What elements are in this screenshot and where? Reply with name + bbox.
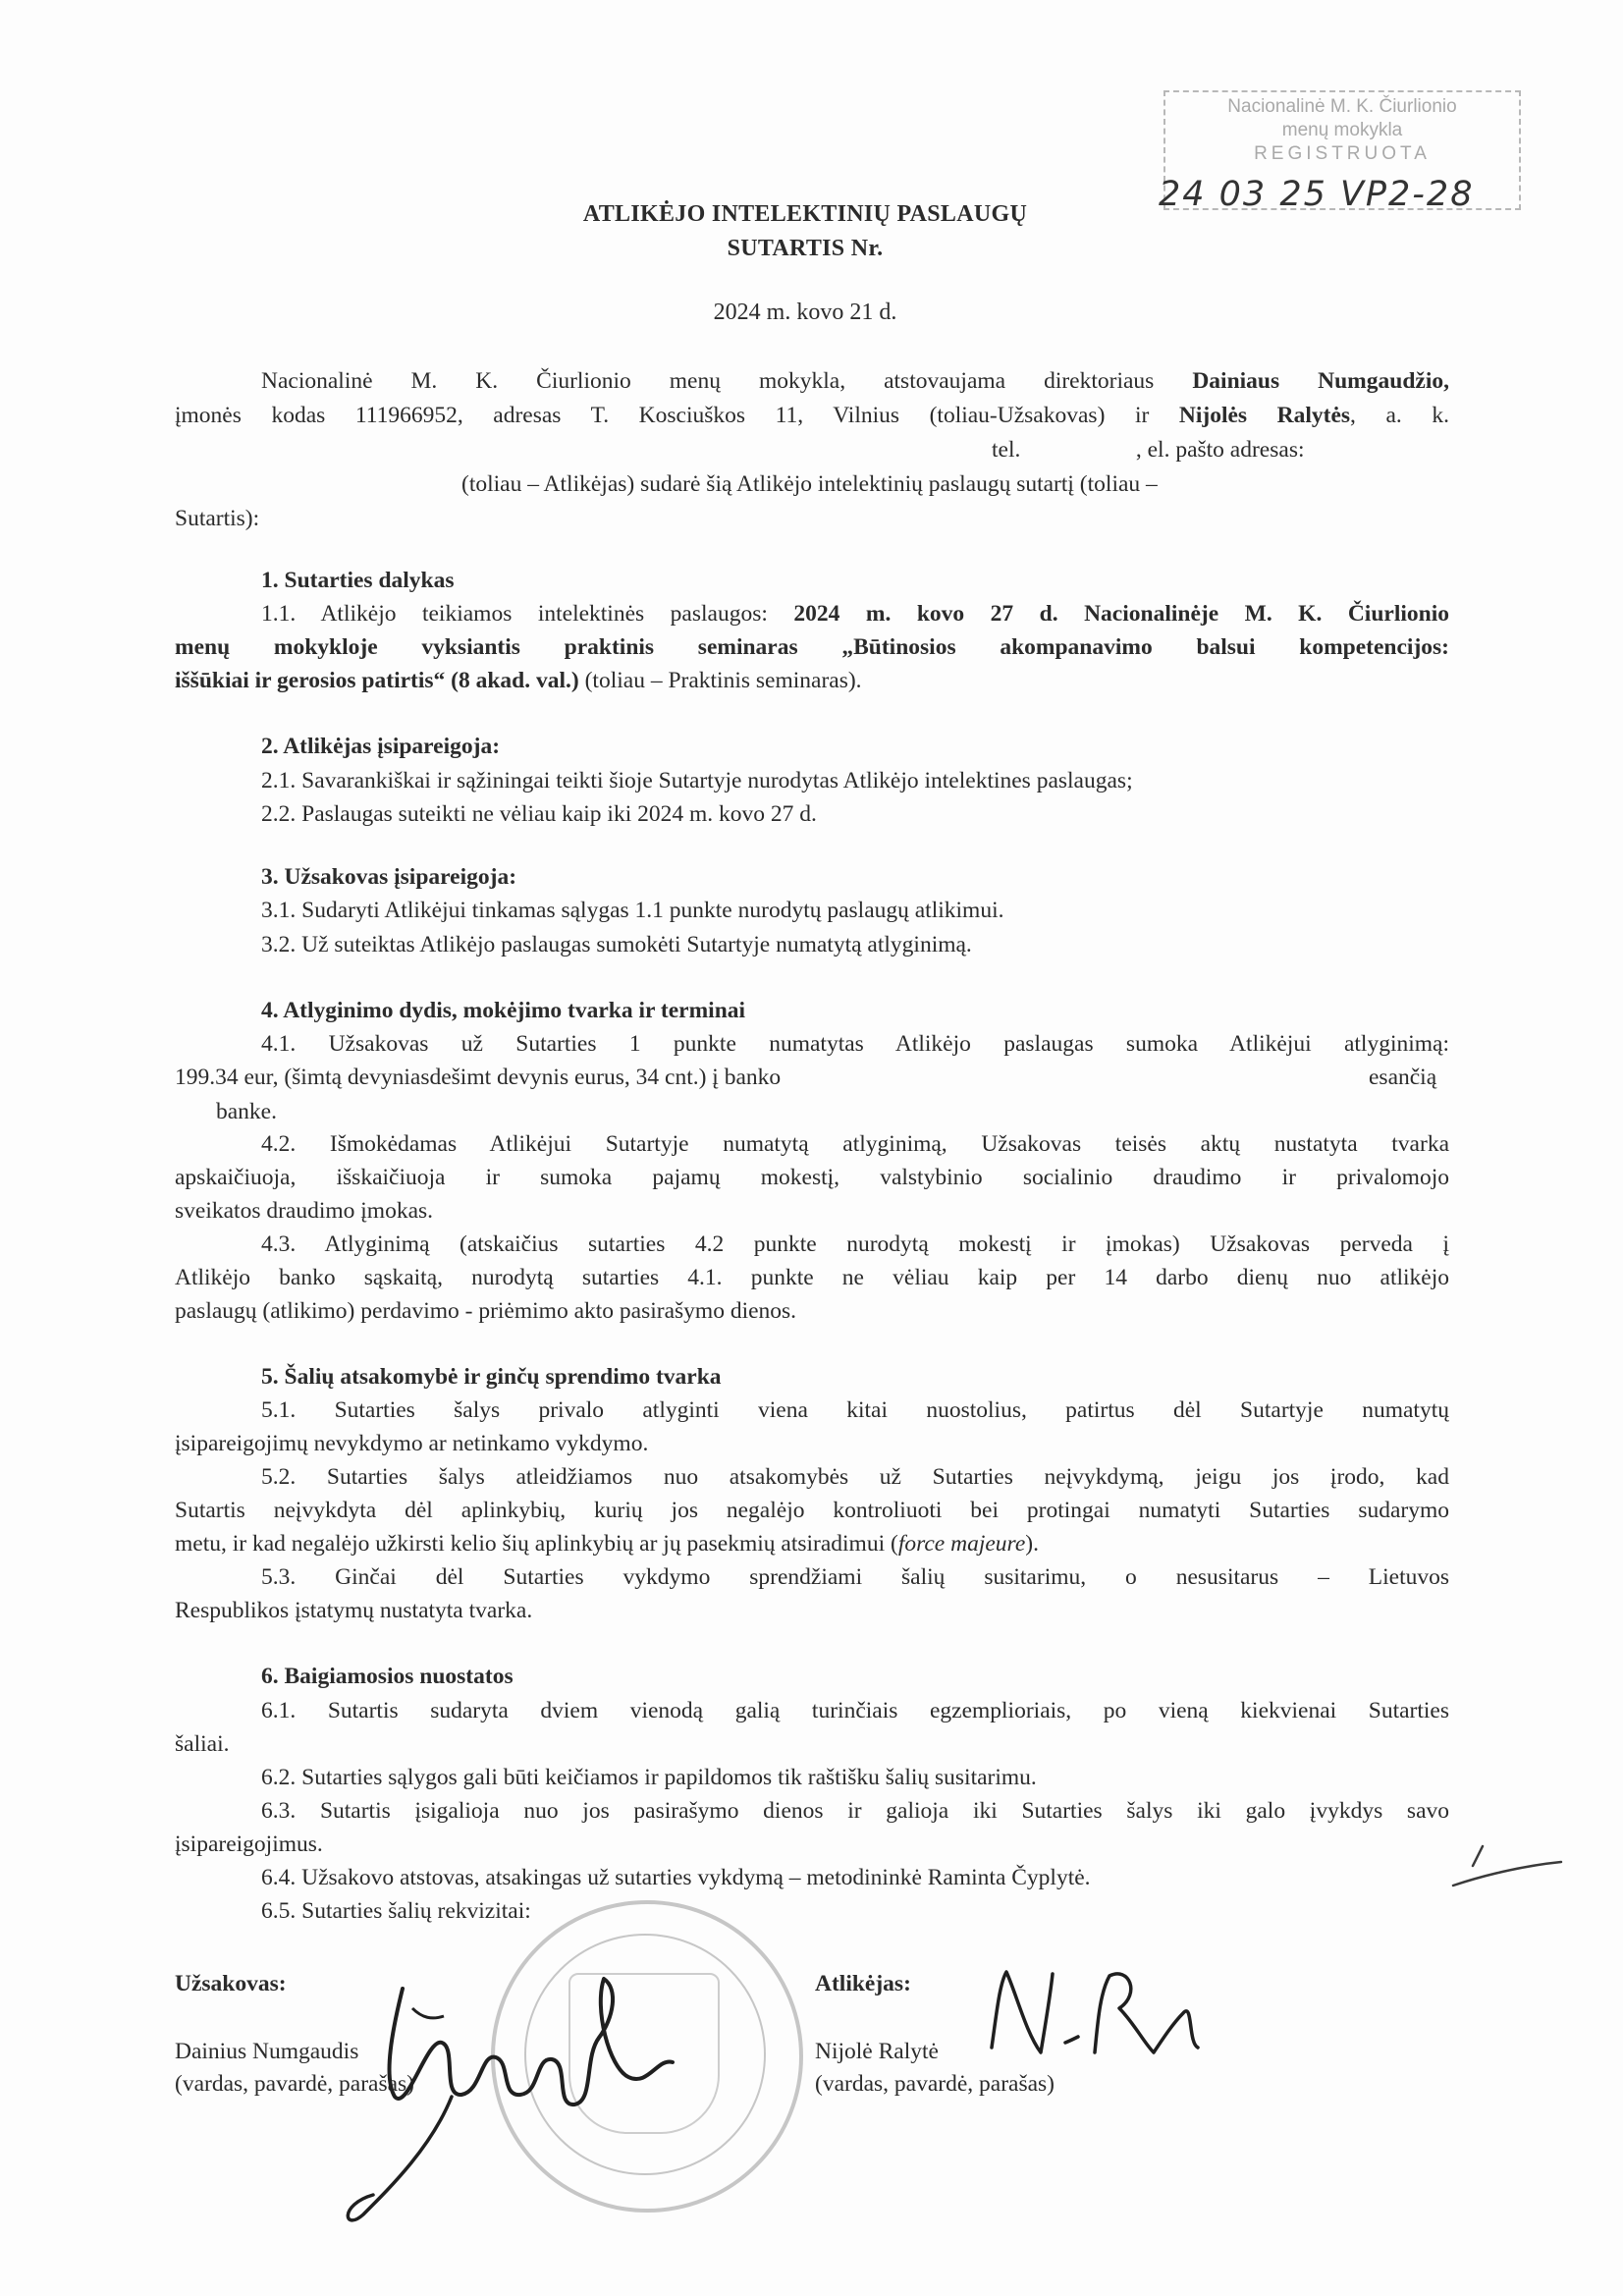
client-caption: (vardas, pavardė, parašas) <box>175 2071 415 2097</box>
performer-caption: (vardas, pavardė, parašas) <box>815 2071 1055 2097</box>
section-6-3-line-1: 6.3. Sutartis įsigalioja nuo jos pasirašymo dienos ir galioja iki Sutarties šalys iki galo įvykdys savo <box>261 1798 1449 1824</box>
intro-text: įmonės kodas 111966952, adresas T. Kosciuškos 11, Vilnius (toliau-Užsakovas) ir <box>175 403 1179 428</box>
force-majeure-term: force majeure <box>897 1531 1026 1557</box>
intro-line-3: tel. , el. pašto adresas: <box>992 437 1305 463</box>
section-4-1-line-1: 4.1. Užsakovas už Sutarties 1 punkte numatytas Atlikėjo paslaugas sumoka Atlikėjui atlyginimą: <box>261 1031 1449 1057</box>
section-4-3-line-3: paslaugų (atlikimo) perdavimo - priėmimo akto pasirašymo dienos. <box>175 1298 797 1324</box>
section-6-item-2: 6.2. Sutarties sąlygos gali būti keičiamos ir papildomos tik raštišku šalių susitarimu. <box>261 1765 1037 1790</box>
section-5-3-line-1: 5.3. Ginčai dėl Sutarties vykdymo sprendžiami šalių susitarimu, o nesusitarus – Lietuvos <box>261 1564 1449 1590</box>
stamp-line-2: menų mokykla <box>1281 120 1403 140</box>
section-3-heading: 3. Užsakovas įsipareigoja: <box>261 864 517 890</box>
intro-line-1 <box>261 367 1449 395</box>
section-1-heading: 1. Sutarties dalykas <box>261 568 455 593</box>
stamp-line-3: REGISTRUOTA <box>1254 143 1431 164</box>
section-1-bold: 2024 m. kovo 27 d. Nacionalinėje M. K. Čiurlionio <box>793 601 1449 627</box>
intro-line-5: Sutartis): <box>175 506 260 531</box>
section-5-2-line-3 <box>175 1530 1039 1558</box>
section-4-3-line-1: 4.3. Atlyginimą (atskaičius sutarties 4.2 punkte nurodytą mokestį ir įmokas) Užsakovas perveda į <box>261 1231 1449 1257</box>
section-4-1-line-2: 199.34 eur, (šimtą devyniasdešimt devynis eurus, 34 cnt.) į banko <box>175 1065 782 1090</box>
section-5-heading: 5. Šalių atsakomybė ir ginčų sprendimo tvarka <box>261 1364 722 1390</box>
section-4-3-line-2: Atlikėjo banko sąskaitą, nurodytą sutarties 4.1. punkte ne vėliau kaip per 14 darbo dienų nuo atlikėjo <box>175 1265 1449 1290</box>
section-5-2-line-1: 5.2. Sutarties šalys atleidžiamos nuo atsakomybės už Sutarties neįvykdymą, jeigu jos įrodo, kad <box>261 1464 1449 1490</box>
section-4-2-line-2: apskaičiuoja, išskaičiuoja ir sumoka pajamų mokestį, valstybinio socialinio draudimo ir privalomojo <box>175 1165 1449 1190</box>
section-5-3-line-2: Respublikos įstatymų nustatyta tvarka. <box>175 1598 533 1623</box>
director-name: Dainiaus Numgaudžio, <box>1192 368 1449 394</box>
section-2-item-2: 2.2. Paslaugas suteikti ne vėliau kaip iki 2024 m. kovo 27 d. <box>261 801 817 827</box>
section-3-item-2: 3.2. Už suteiktas Atlikėjo paslaugas sumokėti Sutartyje numatytą atlyginimą. <box>261 932 972 957</box>
section-6-3-line-2: įsipareigojimus. <box>175 1831 323 1857</box>
section-5-text: metu, ir kad negalėjo užkirsti kelio šių aplinkybių ar jų pasekmių atsiradimui ( <box>175 1531 898 1557</box>
section-4-1-line-3: banke. <box>216 1099 277 1124</box>
section-3-item-1: 3.1. Sudaryti Atlikėjui tinkamas sąlygas 1.1 punkte nurodytų paslaugų atlikimui. <box>261 898 1004 923</box>
client-name: Dainius Numgaudis <box>175 2039 359 2064</box>
stamp-line-1: Nacionalinė M. K. Čiurlionio <box>1227 96 1457 117</box>
section-1-line-3 <box>175 667 862 694</box>
section-6-item-4: 6.4. Užsakovo atstovas, atsakingas už sutarties vykdymą – metodininkė Raminta Čyplytė. <box>261 1865 1091 1890</box>
performer-signature <box>972 1954 1208 2082</box>
document-title-number: SUTARTIS Nr. <box>727 236 884 261</box>
intro-text: , a. k. <box>1350 403 1449 428</box>
section-5-1-line-1: 5.1. Sutarties šalys privalo atlyginti viena kitai nuostolius, patirtus dėl Sutartyje numatytų <box>261 1397 1449 1423</box>
section-1-text: 1.1. Atlikėjo teikiamos intelektinės paslaugos: <box>261 601 794 627</box>
client-signature <box>334 1949 746 2234</box>
section-6-1-line-2: šaliai. <box>175 1731 230 1757</box>
intro-text: Nacionalinė M. K. Čiurlionio menų mokykla, atstovaujama direktoriaus <box>261 368 1193 394</box>
section-6-heading: 6. Baigiamosios nuostatos <box>261 1664 514 1689</box>
section-6-item-5: 6.5. Sutarties šalių rekvizitai: <box>261 1898 531 1924</box>
document-title: ATLIKĖJO INTELEKTINIŲ PASLAUGŲ <box>582 201 1028 227</box>
seminar-title-end: iššūkiai ir gerosios patirtis“ (8 akad. val.) <box>175 668 579 693</box>
performer-name: Nijolė Ralytė <box>815 2039 939 2064</box>
section-4-2-line-3: sveikatos draudimo įmokas. <box>175 1198 434 1224</box>
section-5-text: ). <box>1025 1531 1039 1557</box>
section-2-heading: 2. Atlikėjas įsipareigoja: <box>261 734 501 759</box>
client-label: Užsakovas: <box>175 1971 287 1996</box>
section-5-2-line-2: Sutartis neįvykdyta dėl aplinkybių, kurių jos negalėjo kontroliuoti bei protingai numatyti Sutarties sudarymo <box>175 1498 1449 1523</box>
intro-line-4: (toliau – Atlikėjas) sudarė šią Atlikėjo intelektinių paslaugų sutartį (toliau – <box>461 471 1158 497</box>
performer-name: Nijolės Ralytės <box>1178 403 1351 428</box>
performer-label: Atlikėjas: <box>815 1971 911 1996</box>
section-4-2-line-1: 4.2. Išmokėdamas Atlikėjui Sutartyje numatytą atlyginimą, Užsakovas teisės aktų nustatyta tvarka <box>261 1131 1449 1157</box>
section-4-1-line-2-end: esančią <box>1369 1065 1437 1090</box>
document-date: 2024 m. kovo 21 d. <box>713 300 897 325</box>
section-4-heading: 4. Atlyginimo dydis, mokėjimo tvarka ir terminai <box>261 998 746 1023</box>
margin-pen-mark <box>1443 1827 1571 1905</box>
section-1-line-1 <box>261 600 1449 628</box>
registration-number: 24 03 25 VP2-28 <box>1159 175 1475 214</box>
section-6-1-line-1: 6.1. Sutartis sudaryta dviem vienodą galią turinčiais egzemplioriais, po vieną kiekvienai Sutarties <box>261 1698 1449 1723</box>
intro-line-2 <box>175 402 1449 429</box>
section-2-item-1: 2.1. Savarankiškai ir sąžiningai teikti šioje Sutartyje nurodytas Atlikėjo intelektines paslaugas; <box>261 768 1133 793</box>
section-1-line-2: menų mokykloje vyksiantis praktinis seminaras „Būtinosios akompanavimo balsui kompetencijos: <box>175 634 1449 660</box>
section-5-1-line-2: įsipareigojimų nevykdymo ar netinkamo vykdymo. <box>175 1431 649 1456</box>
section-1-text: (toliau – Praktinis seminaras). <box>578 668 862 693</box>
